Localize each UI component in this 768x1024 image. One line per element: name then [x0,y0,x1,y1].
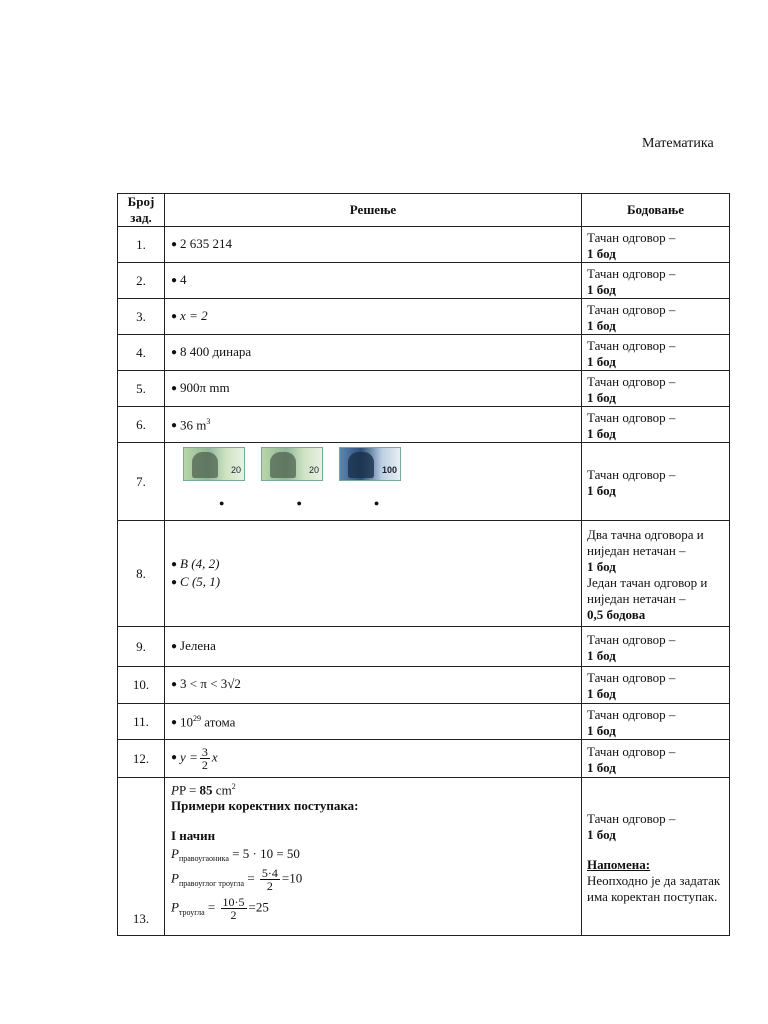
task-number: 10. [118,667,165,704]
points-line2: 1 бод [587,245,616,261]
table-row [118,263,730,299]
banknote-image [261,447,323,481]
solution-exponent: 3 [206,416,211,426]
solution-cell [165,667,582,704]
solution-cell [165,407,582,443]
answer-value: 85 [199,782,213,798]
points-line1: Тачан одговор – [587,631,676,647]
points-cell [582,299,730,335]
solution-text: 4 [180,271,187,287]
points-line1: Тачан одговор – [587,229,676,245]
portrait-icon [348,452,374,478]
table-header-row [118,194,730,227]
points-line3: Један тачан одговор и ниједан нетачан – [587,574,708,606]
formula-rhs: =25 [248,899,269,915]
points-cell [582,778,730,936]
banknote-denomination: 20 [308,465,319,475]
portrait-icon [270,452,296,478]
solution-text: 2 635 214 [180,235,233,251]
banknote-bullets [165,495,581,511]
points-line2: 1 бод [587,647,616,663]
examples-heading: Примери коректних поступака: [171,798,359,814]
points-cell [582,371,730,407]
fraction-numerator: 3 [201,745,208,759]
points-line1: Тачан одговор – [587,301,676,317]
fraction-numerator: 5·4 [261,866,278,881]
banknote-image [183,447,245,481]
points-cell [582,667,730,704]
solution-text: B (4, 2) [180,555,220,571]
table-row [118,627,730,667]
col-header-number: Број зад. [118,194,165,227]
note-title: Напомена: [587,856,651,872]
bullet-icon: ● [373,498,380,508]
bullet-icon: ● [171,679,178,690]
bullet-icon: ● [171,310,178,322]
points-line2: 1 бод [587,389,616,405]
solution-text: 36 m [180,417,207,433]
bullet-icon: ● [171,274,178,286]
points-line1: Тачан одговор – [587,466,676,482]
points-cell [582,704,730,740]
table-row [118,704,730,740]
points-line1: Тачан одговор – [587,409,676,425]
solution-cell [165,335,582,371]
answer-prefix: P = [178,782,200,798]
solution-text: x = 2 [180,307,208,323]
table-row [118,335,730,371]
answer-exponent: 2 [231,782,236,791]
solution-cell [165,299,582,335]
bullet-icon: ● [296,498,302,508]
points-cell [582,521,730,627]
task-number: 12. [118,740,165,778]
solution-text: 900π mm [180,379,230,395]
table-row [118,740,730,778]
points-cell [582,627,730,667]
points-line2: 1 бод [587,425,616,441]
banknote-denomination: 20 [230,465,241,475]
points-line2: 1 бод [587,722,616,738]
solution-cell [165,443,582,521]
fraction [200,746,210,771]
banknote-denomination: 100 [381,465,397,475]
solution-cell [165,371,582,407]
solution-rhs: x [211,749,218,765]
answer-key-table [117,193,730,936]
points-line1: Тачан одговор – [587,670,676,685]
note-text: Неопходно је да задатак има коректан поступак. [587,872,721,904]
table-row [118,667,730,704]
points-cell [582,263,730,299]
formula-subscript: троугла [178,907,205,917]
points-line2: 1 бод [587,686,616,701]
bullet-icon: ● [171,382,178,394]
solution-text: 10 [180,714,194,730]
bullet-icon: ● [171,558,178,570]
fraction-denominator: 2 [230,908,237,923]
table-row [118,521,730,627]
points-line1: Тачан одговор – [587,810,676,826]
task-number: 6. [118,407,165,443]
table-row [118,407,730,443]
solution-cell [165,263,582,299]
solution-text: 3 < π < 3√2 [180,676,241,691]
bullet-icon: ● [219,498,225,508]
banknote-row [165,443,581,481]
solution-text: Јелена [180,637,216,653]
points-line2: 1 бод [587,558,616,574]
fraction [221,896,247,921]
portrait-icon [192,452,218,478]
table-row [118,299,730,335]
task-number: 13. [118,778,165,936]
task-number: 9. [118,627,165,667]
points-line2: 1 бод [587,759,616,775]
points-cell [582,740,730,778]
bullet-icon: ● [171,346,178,358]
bullet-icon: ● [171,420,178,432]
solution-cell [165,227,582,263]
table-row [118,443,730,521]
table-row [118,371,730,407]
col-header-solution: Решење [165,194,582,227]
bullet-icon: ● [171,717,178,729]
task-number: 5. [118,371,165,407]
points-cell [582,443,730,521]
points-line1: Тачан одговор – [587,337,676,353]
points-line4: 0,5 бодова [587,606,646,622]
points-line2: 1 бод [587,826,616,842]
points-line1: Тачан одговор – [587,373,676,389]
table-row [118,778,730,936]
answer-unit: cm [212,782,232,798]
points-line2: 1 бод [587,482,616,498]
fraction-numerator: 10·5 [222,895,245,910]
points-line2: 1 бод [587,317,616,333]
bullet-icon: ● [171,238,178,250]
points-cell [582,227,730,263]
points-line1: Тачан одговор – [587,706,676,722]
solution-unit: атома [204,714,236,730]
task-number: 4. [118,335,165,371]
subject-title: Математика [642,136,714,151]
solution-cell [165,740,582,778]
solution-cell [165,627,582,667]
bullet-icon: ● [171,640,178,652]
task-number: 7. [118,443,165,521]
banknote-image [339,447,401,481]
points-line1: Тачан одговор – [587,265,676,281]
table-row [118,227,730,263]
formula-subscript: правоугаоника [178,854,229,864]
method-heading: I начин [171,828,216,844]
task-number: 2. [118,263,165,299]
points-line2: 1 бод [587,281,616,297]
points-cell [582,407,730,443]
fraction [260,867,280,892]
points-line1: Тачан одговор – [587,743,676,759]
task-number: 11. [118,704,165,740]
formula-rhs: =10 [281,870,303,886]
bullet-icon: ● [171,752,178,764]
task-number: 1. [118,227,165,263]
solution-cell: PP = 85 $cm^2$ Примери коректних поступака: I начин $P_{правоугаоника} = 5 \cdot 10 = 50$ $P_{правоуглог троугла}$ = $\frac{5\cdot 4}{2}$ =10 $P_{троугла}$ = $\frac{10\cdot 5}{2}$ =25 [165,778,582,936]
solution-text: C (5, 1) [180,573,221,589]
points-line1: Два тачна одговора и ниједан нетачан – [587,526,704,558]
task-number: 3. [118,299,165,335]
bullet-icon: ● [171,576,178,588]
col-header-points: Бодовање [582,194,730,227]
points-cell [582,335,730,371]
points-line2: 1 бод [587,353,616,369]
solution-exponent: 29 [193,713,202,723]
solution-cell [165,521,582,627]
fraction-denominator: 2 [201,758,208,772]
solution-cell [165,704,582,740]
solution-text: 8 400 динара [180,343,252,359]
solution-lhs: y = [180,749,198,765]
fraction-denominator: 2 [266,879,273,894]
formula-rhs: = 5 · 10 = 50 [232,846,300,862]
task-number: 8. [118,521,165,627]
formula-subscript: правоуглог троугла [178,878,245,888]
